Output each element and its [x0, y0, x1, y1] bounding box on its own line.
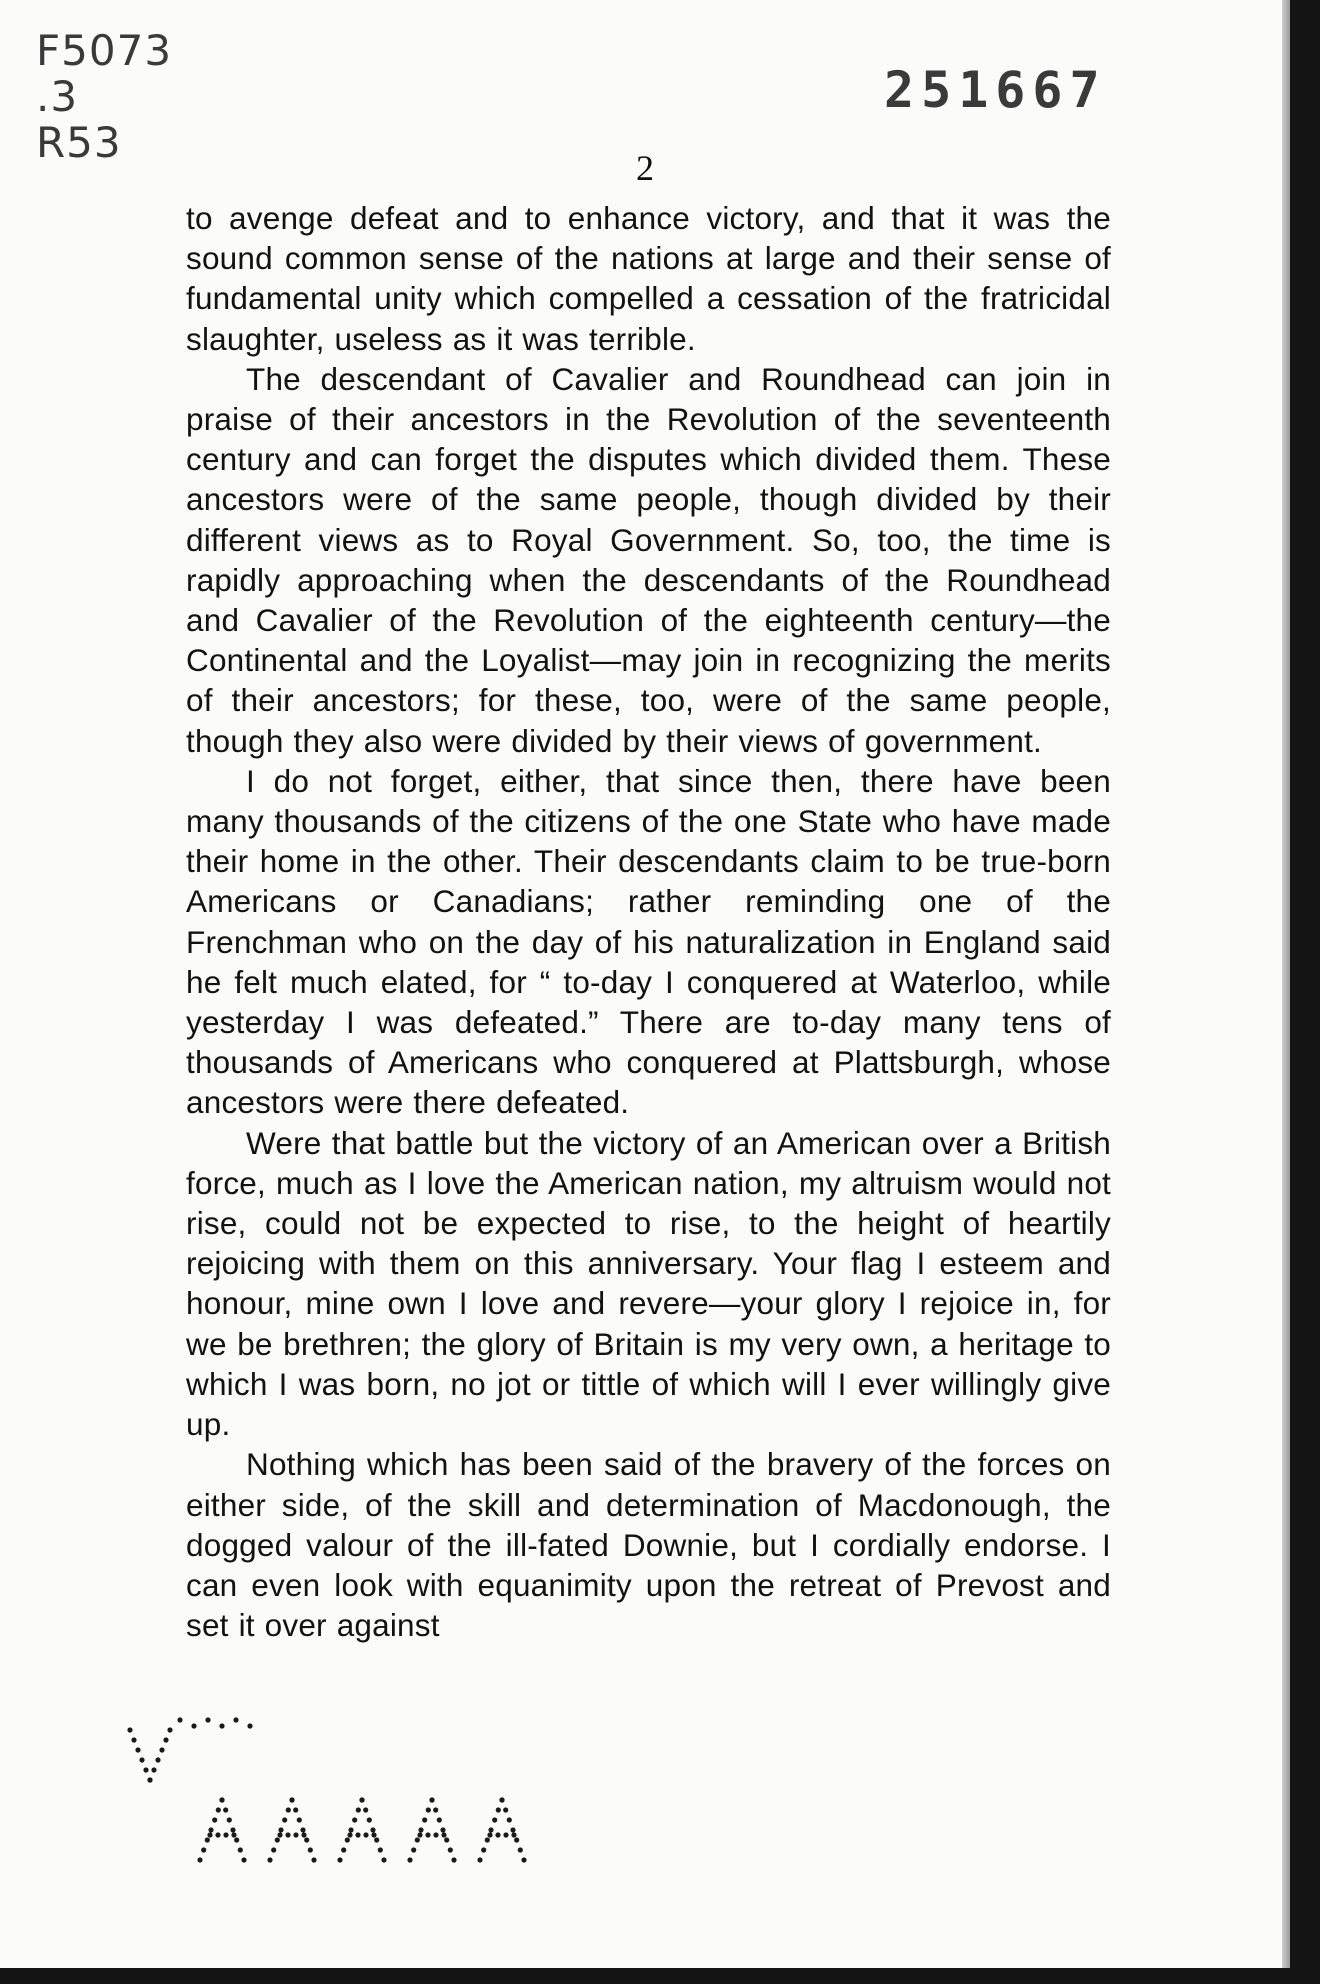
perforation-dot [191, 1723, 196, 1728]
perforation-dot [521, 1857, 526, 1862]
perforation-dot [301, 1832, 306, 1837]
perforation-dot [282, 1817, 287, 1822]
perforation-dot [223, 1832, 228, 1837]
perforation-dot [223, 1807, 228, 1812]
perforation-dot [304, 1837, 309, 1842]
perforation-dot [177, 1717, 182, 1722]
perforation-dot [208, 1827, 213, 1832]
perforation-dot [437, 1817, 442, 1822]
perforation-dot [238, 1847, 243, 1852]
perforation-dot [433, 1832, 438, 1837]
perforation-dot [341, 1847, 346, 1852]
perforation-dot [381, 1857, 386, 1862]
perforation-dot [285, 1832, 290, 1837]
perforation-dot [514, 1837, 519, 1842]
paragraph-1: to avenge defeat and to enhance victory, and that it was the sound common sense of the nations at large and their sense of fundamental unity which compelled a cessation of the fratricidal slaughter, useless as it was terrible. [186, 200, 1111, 357]
perforation-dot [422, 1817, 427, 1822]
perforation-dot [496, 1807, 501, 1812]
perforation-dot [507, 1817, 512, 1822]
paragraph-4: Were that battle but the victory of an American over a British force, much as I love the American nation, my altruism would not rise, could not be expected to rise, to the height of heartily rejoicing with them on this anniversary. Your flag I esteem and honour, mine own I love and revere—your glory I rejoice in, for we be brethren; the glory of Britain is my very own, a heritage to which I was born, no jot or tittle of which will I ever willingly give up. [186, 1124, 1111, 1443]
perforation-dot [143, 1767, 148, 1772]
perforation-dot [308, 1847, 313, 1852]
scan-border-right [1290, 0, 1320, 1984]
perforation-dot [135, 1747, 140, 1752]
perforation-dot [407, 1857, 412, 1862]
perforation-dot [485, 1837, 490, 1842]
perforation-dot [231, 1832, 236, 1837]
perforation-dot [197, 1857, 202, 1862]
perforation-dot [293, 1807, 298, 1812]
perforation-stamp [120, 1690, 580, 1870]
perforation-dot [352, 1817, 357, 1822]
paragraph-5: Nothing which has been said of the bravery of the forces on either side, of the skill and determination of Macdonough, the dogged valour of the ill-fated Downie, but I cordially endorse. I can even look with equanimity upon the retreat of Prevost and set it over against [186, 1446, 1111, 1644]
perforation-dot [511, 1832, 516, 1837]
perforation-dot [311, 1857, 316, 1862]
perforation-dot [227, 1817, 232, 1822]
perforation-dot [247, 1723, 252, 1728]
perforation-dot [219, 1797, 224, 1802]
perforation-dot [487, 1832, 492, 1837]
perforation-dot [503, 1807, 508, 1812]
perforation-dot [230, 1827, 235, 1832]
perforation-dot [488, 1827, 493, 1832]
perforation-dot [415, 1837, 420, 1842]
perforation-dot [139, 1757, 144, 1762]
perforation-dot [374, 1837, 379, 1842]
perforation-dot [159, 1747, 164, 1752]
body-text [186, 198, 1111, 1645]
perforation-dot [441, 1832, 446, 1837]
perforation-dot [233, 1717, 238, 1722]
accession-number-stamp: 251667 [884, 61, 1107, 119]
perforation-dot [426, 1807, 431, 1812]
perforation-dot [241, 1857, 246, 1862]
shelfmark-line-1: F5073 [36, 26, 173, 75]
perforation-dot [151, 1767, 156, 1772]
paragraph-2: The descendant of Cavalier and Roundhead can join in praise of their ancestors in the Revolution of the seventeenth century and can forget the disputes which divided them. These ancestors were of the same people, though divided by their different views as to Royal Government. So, too, the time is rapidly approaching when the descendants of the Roundhead and Cavalier of the Revolution of the eighteenth century—the Continental and the Loyalist—may join in recognizing the merits of their ancestors; for these, too, were of the same people, though they also were divided by their views of government. [186, 360, 1111, 759]
perforation-dot [234, 1837, 239, 1842]
perforation-dot [503, 1832, 508, 1837]
perforation-dot [147, 1777, 152, 1782]
shelfmark-line-2: .3 [36, 72, 79, 121]
perforation-dot [163, 1737, 168, 1742]
scan-border-bottom [0, 1968, 1320, 1984]
page-edge-shadow [1282, 0, 1290, 1968]
perforation-dot [411, 1847, 416, 1852]
perforation-dot [355, 1832, 360, 1837]
perforation-dot [440, 1827, 445, 1832]
perforation-dot [205, 1837, 210, 1842]
perforation-dot [495, 1832, 500, 1837]
perforation-dot [347, 1832, 352, 1837]
perforation-dot [359, 1797, 364, 1802]
perforation-dot [378, 1847, 383, 1852]
perforation-dot [425, 1832, 430, 1837]
paragraph-3: I do not forget, either, that since then, there have been many thousands of the citizens of the one State who have made their home in the other. Their descendants claim to be true-born Americans or Canadians; rather reminding one of the Frenchman who on the day of his naturalization in England said he felt much elated, for “ to-day I conquered at Waterloo, while yesterday I was defeated.” There are to-day many tens of thousands of Americans who conquered at Plattsburgh, whose ancestors were there defeated. [186, 762, 1111, 1121]
perforation-dot [518, 1847, 523, 1852]
perforation-dot [499, 1797, 504, 1802]
perforation-dot [492, 1817, 497, 1822]
shelfmark-line-3: R53 [36, 118, 122, 167]
perforation-dot [131, 1737, 136, 1742]
perforation-dot [477, 1857, 482, 1862]
perforation-dot [215, 1832, 220, 1837]
perforation-dot [293, 1832, 298, 1837]
perforation-dot [429, 1797, 434, 1802]
perforation-dot [417, 1832, 422, 1837]
perforation-dot [444, 1837, 449, 1842]
perforation-dot [277, 1832, 282, 1837]
perforation-dot [345, 1837, 350, 1842]
perforation-dot [363, 1832, 368, 1837]
perforation-dot [167, 1727, 172, 1732]
perforation-dot [510, 1827, 515, 1832]
perforation-dot [451, 1857, 456, 1862]
page-number: 2 [636, 148, 654, 188]
perforation-dot [348, 1827, 353, 1832]
perforation-dot [370, 1827, 375, 1832]
perforation-dot [212, 1817, 217, 1822]
perforation-dot [371, 1832, 376, 1837]
perforation-dot [433, 1807, 438, 1812]
perforation-dot [216, 1807, 221, 1812]
perforation-dot [275, 1837, 280, 1842]
perforation-dot [418, 1827, 423, 1832]
perforation-dot [127, 1727, 132, 1732]
perforation-dot [286, 1807, 291, 1812]
perforation-dot [367, 1817, 372, 1822]
perforation-dot [297, 1817, 302, 1822]
perforation-dot [356, 1807, 361, 1812]
perforation-dot [205, 1717, 210, 1722]
perforation-dot [278, 1827, 283, 1832]
perforation-dot [155, 1757, 160, 1762]
perforation-dot [267, 1857, 272, 1862]
perforation-dot [481, 1847, 486, 1852]
perforation-dot [207, 1832, 212, 1837]
perforation-dot [271, 1847, 276, 1852]
perforation-dot [300, 1827, 305, 1832]
perforation-dot [448, 1847, 453, 1852]
perforation-dot [289, 1797, 294, 1802]
perforation-dot [219, 1723, 224, 1728]
handwritten-shelfmark [36, 28, 172, 166]
perforation-dot [337, 1857, 342, 1862]
perforation-dot [201, 1847, 206, 1852]
perforation-dot [363, 1807, 368, 1812]
